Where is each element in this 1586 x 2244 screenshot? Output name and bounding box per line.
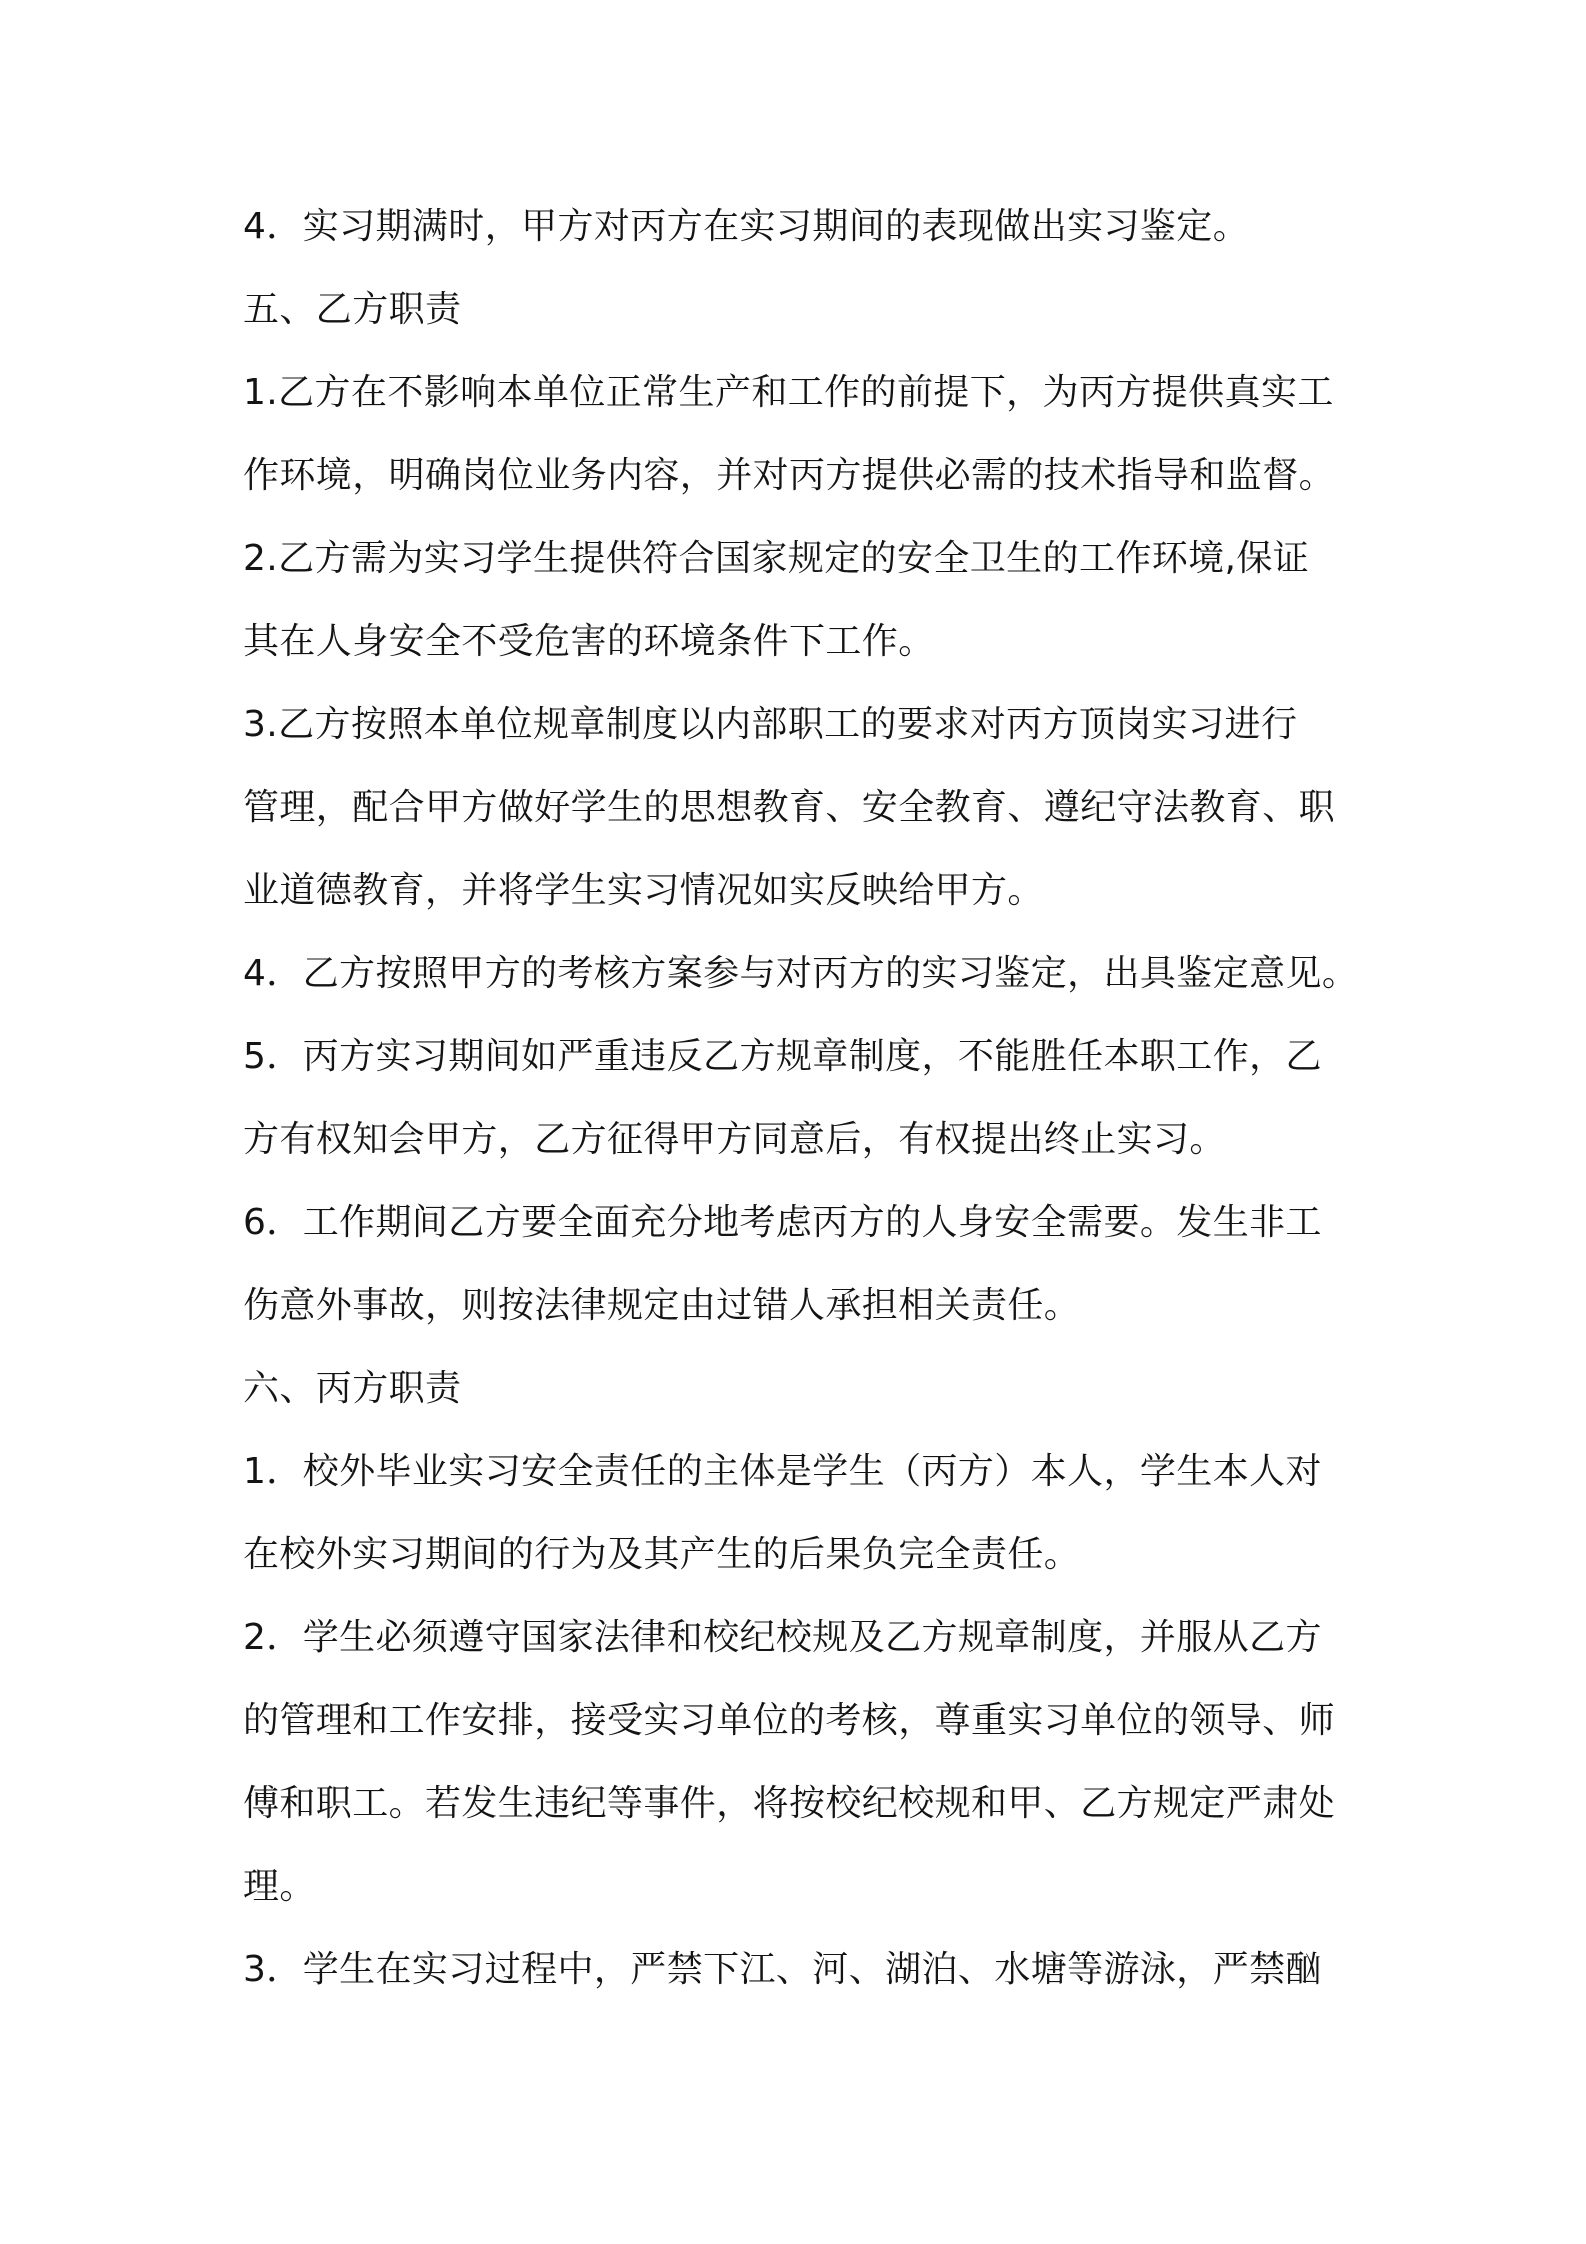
text-line: 4．乙方按照甲方的考核方案参与对丙方的实习鉴定，出具鉴定意见。: [243, 953, 1359, 994]
text-line: 6．工作期间乙方要全面充分地考虑丙方的人身安全需要。发生非工: [243, 1202, 1322, 1243]
text-line: 2．学生必须遵守国家法律和校纪校规及乙方规章制度，并服从乙方: [243, 1617, 1322, 1658]
text-line: 4．实习期满时，甲方对丙方在实习期间的表现做出实习鉴定。: [243, 206, 1250, 247]
section-heading: 五、乙方职责: [243, 289, 462, 330]
text-line: 傅和职工。若发生违纪等事件，将按校纪校规和甲、乙方规定严肃处: [243, 1783, 1336, 1824]
text-line: 的管理和工作安排，接受实习单位的考核，尊重实习单位的领导、师: [243, 1700, 1336, 1741]
text-line: 5．丙方实习期间如严重违反乙方规章制度，不能胜任本职工作，乙: [243, 1036, 1322, 1077]
text-line: 2.乙方需为实习学生提供符合国家规定的安全卫生的工作环境,保证: [243, 538, 1310, 579]
text-line: 作环境，明确岗位业务内容，并对丙方提供必需的技术指导和监督。: [243, 455, 1336, 496]
text-line: 在校外实习期间的行为及其产生的后果负完全责任。: [243, 1534, 1081, 1575]
text-line: 业道德教育，并将学生实习情况如实反映给甲方。: [243, 870, 1044, 911]
text-line: 3.乙方按照本单位规章制度以内部职工的要求对丙方顶岗实习进行: [243, 704, 1298, 745]
text-line: 1．校外毕业实习安全责任的主体是学生（丙方）本人，学生本人对: [243, 1451, 1322, 1492]
text-line: 其在人身安全不受危害的环境条件下工作。: [243, 621, 935, 662]
text-line: 1.乙方在不影响本单位正常生产和工作的前提下，为丙方提供真实工: [243, 372, 1334, 413]
section-heading: 六、丙方职责: [243, 1368, 462, 1409]
text-line: 伤意外事故，则按法律规定由过错人承担相关责任。: [243, 1285, 1081, 1326]
text-line: 管理，配合甲方做好学生的思想教育、安全教育、遵纪守法教育、职: [243, 787, 1336, 828]
text-line: 3．学生在实习过程中，严禁下江、河、湖泊、水塘等游泳，严禁酗: [243, 1949, 1322, 1990]
text-line: 理。: [243, 1866, 316, 1907]
text-line: 方有权知会甲方，乙方征得甲方同意后，有权提出终止实习。: [243, 1119, 1226, 1160]
